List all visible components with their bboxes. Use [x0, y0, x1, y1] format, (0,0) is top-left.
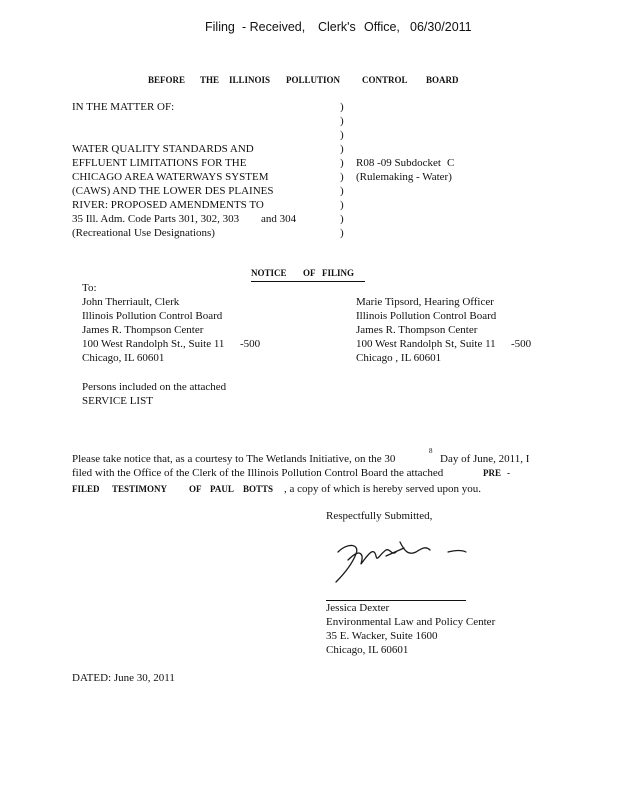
- address-line: Marie Tipsord, Hearing Officer: [356, 296, 494, 308]
- title-control: CONTROL: [362, 75, 408, 85]
- address-line: John Therriault, Clerk: [82, 296, 180, 308]
- caption-line: (Recreational Use Designations): [72, 227, 215, 239]
- title-illinois: ILLINOIS: [229, 75, 271, 85]
- in-the-matter-of: IN THE MATTER OF:: [72, 101, 175, 113]
- header-filing: Filing: [205, 20, 235, 34]
- caption-line: 35 Ill. Adm. Code Parts 301, 302, 303: [72, 213, 240, 225]
- title-the: THE: [200, 75, 220, 85]
- day-superscript: 8: [429, 447, 433, 455]
- address-line: Chicago, IL 60601: [82, 352, 165, 364]
- address-line: 100 West Randolph St., Suite 11: [82, 338, 225, 350]
- handwritten-signature: [330, 530, 470, 590]
- notice-body-line-2: filed with the Office of the Clerk of the Illinois Pollution Control Board the attached: [72, 467, 444, 479]
- notice-of-filing-title: [251, 268, 365, 282]
- address-line: James R. Thompson Center: [356, 324, 478, 336]
- caption-parentheses: [340, 100, 344, 240]
- water-label: - Water): [416, 171, 452, 183]
- docket-letter: C: [447, 157, 455, 169]
- paren: ): [340, 171, 344, 183]
- testimony-word: TESTIMONY: [112, 484, 168, 494]
- of-word: OF: [303, 268, 316, 278]
- title-pollution: POLLUTION: [286, 75, 341, 85]
- caption-and-304: and 304: [261, 213, 297, 225]
- notice-word: NOTICE: [251, 268, 287, 278]
- case-caption: [72, 142, 274, 240]
- service-line: SERVICE LIST: [82, 395, 153, 407]
- officer-suite-suffix: -500: [511, 338, 532, 350]
- header-received: - Received,: [242, 20, 306, 34]
- notice-body-line-3: , a copy of which is hereby served upon you.: [284, 483, 482, 495]
- title-before: BEFORE: [148, 75, 186, 85]
- pre-dash: -: [507, 468, 510, 478]
- signature-block: [326, 601, 495, 657]
- header-office: Office,: [364, 20, 400, 34]
- signer-line: 35 E. Wacker, Suite 1600: [326, 630, 438, 642]
- paren: ): [340, 185, 344, 197]
- signer-line: Environmental Law and Policy Center: [326, 616, 496, 628]
- paren: ): [340, 227, 344, 239]
- service-line: Persons included on the attached: [82, 381, 227, 393]
- filing-word: FILING: [322, 268, 355, 278]
- paren: ): [340, 213, 344, 225]
- clerk-address: [82, 295, 224, 365]
- caption-line: EFFLUENT LIMITATIONS FOR THE: [72, 157, 247, 169]
- address-line: 100 West Randolph St, Suite 11: [356, 338, 496, 350]
- address-line: Illinois Pollution Control Board: [356, 310, 497, 322]
- notice-body-line-1: Please take notice that, as a courtesy to The Wetlands Initiative, on the 30: [72, 453, 396, 465]
- notice-body-date: Day of June, 2011, I: [440, 453, 530, 465]
- paren: ): [340, 199, 344, 211]
- title-board: BOARD: [426, 75, 459, 85]
- botts-word: BOTTS: [243, 484, 274, 494]
- address-line: Illinois Pollution Control Board: [82, 310, 223, 322]
- docket-number: R08 -09 Subdocket: [356, 157, 441, 169]
- caption-line: RIVER: PROPOSED AMENDMENTS TO: [72, 199, 264, 211]
- paren: ): [340, 157, 344, 169]
- paren: ): [340, 101, 344, 113]
- caption-line: WATER QUALITY STANDARDS AND: [72, 143, 254, 155]
- hearing-officer-address: [356, 295, 496, 365]
- address-line: James R. Thompson Center: [82, 324, 204, 336]
- pre-word: PRE: [483, 468, 501, 478]
- address-line: Chicago , IL 60601: [356, 352, 442, 364]
- paren: ): [340, 143, 344, 155]
- filed-word: FILED: [72, 484, 100, 494]
- signer-line: Jessica Dexter: [326, 602, 390, 614]
- to-label: To:: [82, 282, 97, 294]
- paren: ): [340, 129, 344, 141]
- header-date: 06/30/2011: [410, 20, 472, 34]
- respectfully-submitted: Respectfully Submitted,: [326, 510, 433, 522]
- service-list-note: [82, 380, 226, 408]
- paren: ): [340, 115, 344, 127]
- caption-line: CHICAGO AREA WATERWAYS SYSTEM: [72, 171, 269, 183]
- clerk-suite-suffix: -500: [240, 338, 261, 350]
- caption-line: (CAWS) AND THE LOWER DES PLAINES: [72, 185, 274, 197]
- of-word-body: OF: [189, 484, 202, 494]
- signer-line: Chicago, IL 60601: [326, 644, 409, 656]
- header-clerks: Clerk's: [318, 20, 356, 34]
- dated-line: DATED: June 30, 2011: [72, 672, 175, 684]
- rulemaking-label: (Rulemaking: [356, 171, 414, 183]
- paul-word: PAUL: [210, 484, 234, 494]
